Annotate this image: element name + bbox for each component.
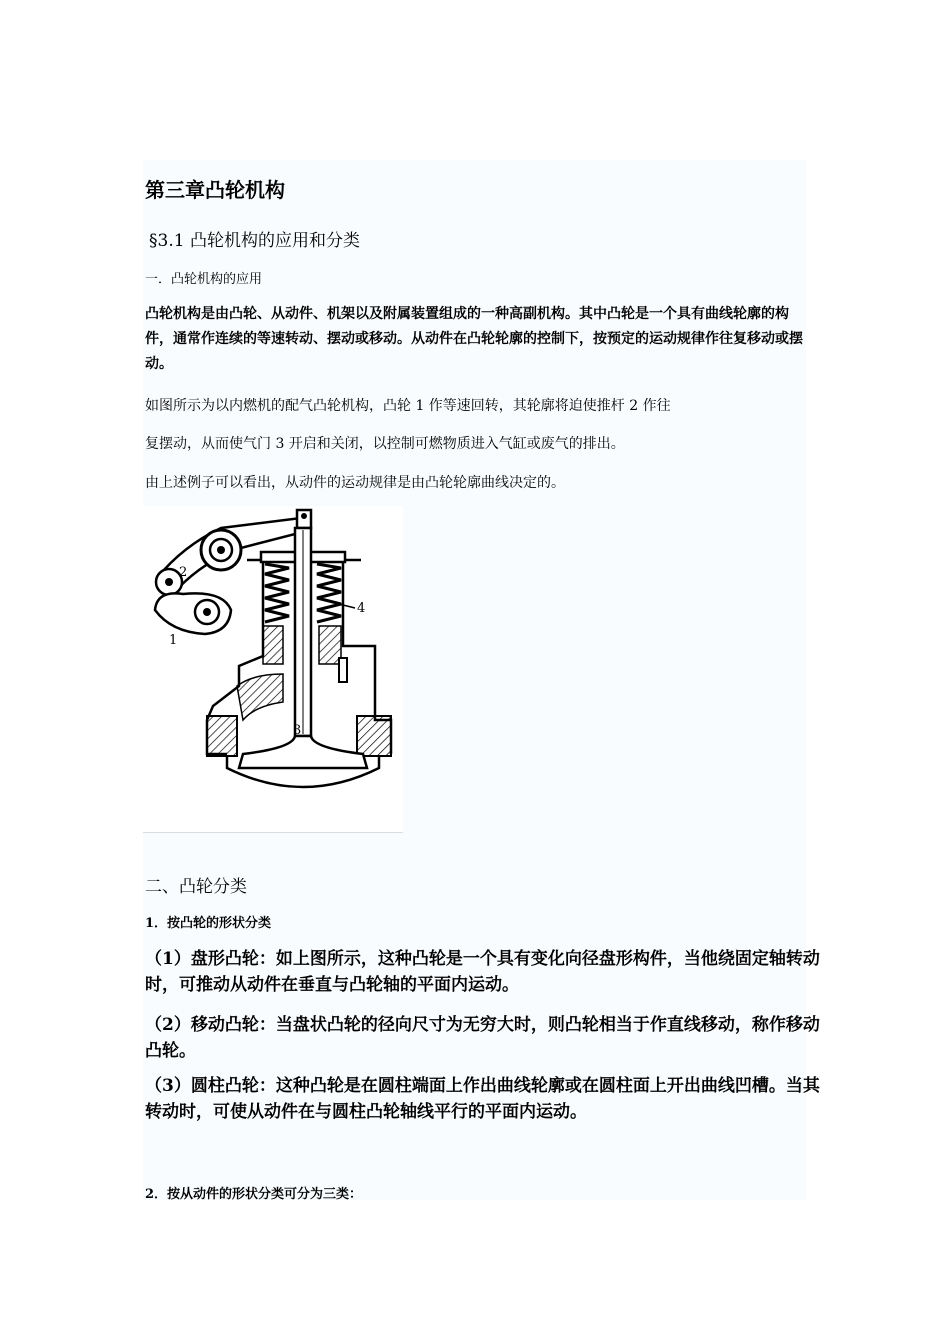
section-title: §3.1 凸轮机构的应用和分类 [149,231,360,251]
figure-label-4: 4 [357,601,366,616]
cam-mechanism-figure [143,506,403,833]
cam-mechanism-drawing [143,506,403,832]
paragraph-definition: 凸轮机构是由凸轮、从动件、机架以及附属装置组成的一种高副机构。其中凸轮是一个具有曲线轮廓的构件，通常作连续的等速转动、摆动或移动。从动件在凸轮轮廓的控制下，按预定的运动规律作往复移动或摆动。 [145,306,803,372]
figure-label-1: 1 [169,633,178,648]
document-content [143,160,820,1202]
type-translating-cam: （2）移动凸轮：当盘状凸轮的径向尺寸为无穷大时，则凸轮相当于作直线移动，称作移动凸轮。 [145,1015,820,1061]
paragraph-example-2: 复摆动，从而使气门 3 开启和关闭，以控制可燃物质进入气缸或废气的排出。 [145,436,625,452]
figure-label-3: 3 [293,723,302,738]
paragraph-example-1: 如图所示为以内燃机的配气凸轮机构，凸轮 1 作等速回转，其轮廓将迫使推杆 2 作往 [145,398,671,414]
chapter-title: 第三章凸轮机构 [145,178,285,202]
type-disc-cam: （1）盘形凸轮：如上图所示，这种凸轮是一个具有变化向径盘形构件，当他绕固定轴转动时，可推动从动件在垂直与凸轮轴的平面内运动。 [145,949,820,995]
paragraph-conclusion: 由上述例子可以看出，从动件的运动规律是由凸轮轮廓曲线决定的。 [145,475,565,491]
subsection-application: 一．凸轮机构的应用 [145,272,263,287]
classification-by-cam-shape: 1．按凸轮的形状分类 [145,916,272,931]
figure-label-2: 2 [179,565,188,580]
type-cylindrical-cam: （3）圆柱凸轮：这种凸轮是在圆柱端面上作出曲线轮廓或在圆柱面上开出曲线凹槽。当其转动时，可使从动件在与圆柱凸轮轴线平行的平面内运动。 [145,1076,820,1122]
subsection-classification: 二、凸轮分类 [145,877,247,897]
classification-by-follower-shape: 2．按从动件的形状分类可分为三类： [145,1187,363,1202]
